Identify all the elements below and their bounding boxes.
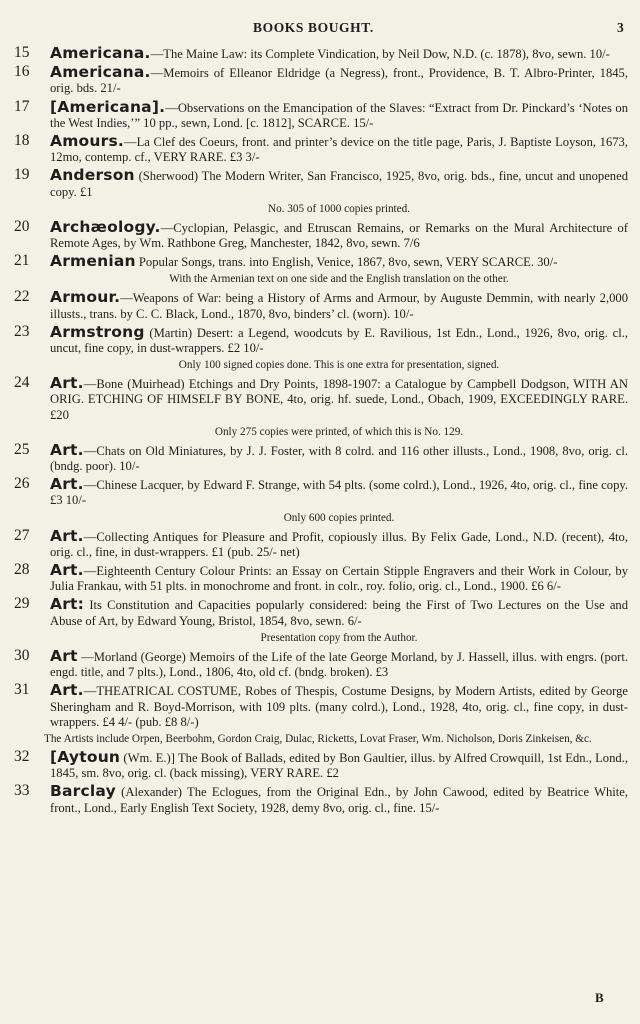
- entry-number: 15: [14, 44, 30, 61]
- entry-description: —The Maine Law: its Complete Vindication, by Neil Dow, N.D. (c. 1878), 8vo, sewn. 10/-: [150, 47, 610, 61]
- entry-heading: Art:: [50, 595, 85, 614]
- entry-description: (Wm. E.)] The Book of Ballads, edited by Bon Gaultier, illus. by Alfred Crowquill, 1st Edn., Lond., 1845, sm. 8vo, orig. cl. (back missing), VERY RARE. £2: [50, 750, 628, 781]
- entry-note: Only 100 signed copies done. This is one extra for presentation, signed.: [178, 359, 500, 372]
- entry-description: —Chats on Old Miniatures, by J. J. Foster, with 8 colrd. and 116 other illusts., Lond., 1908, 8vo, orig. cl. (bndg. poor). 10/-: [50, 443, 628, 474]
- entry-number: 26: [14, 475, 30, 493]
- entry-number: 23: [14, 322, 30, 340]
- entry-heading: Art.: [50, 475, 84, 494]
- entry-note: No. 305 of 1000 copies printed.: [268, 202, 410, 215]
- entry-description: —Observations on the Emancipation of the Slaves: “Extract from Dr. Pinckard’s ‘Notes on the West Indies,’” 10 pp., sewn, Lond. [c. 1812], SCARCE. 15/-: [50, 100, 628, 130]
- entry-number: 28: [14, 561, 30, 579]
- entry-description: —Weapons of War: being a History of Arms and Armour, by Auguste Demmin, with nearly 2,000 illusts., trans. by C. C. Black, Lond., 1870, 8vo, binders’ cl. (worn). 10/-: [50, 291, 628, 321]
- entry-description: —Chinese Lacquer, by Edward F. Strange, with 54 plts. (some colrd.), Lond., 1926, 4to, orig. cl., fine copy. £3 10/-: [50, 478, 628, 508]
- entry-heading: [Aytoun: [50, 747, 121, 766]
- entry-description: —Eighteenth Century Colour Prints: an Essay on Certain Stipple Engravers and their Work in Colour, by Julia Frankau, with 51 plts. in monochrome and front. in colr., roy. folio, orig. cl., Lond., 1900. £6 6/-: [50, 564, 628, 594]
- entry-heading: Amours.: [50, 132, 124, 151]
- entry-number: 24: [14, 374, 30, 392]
- entry-description: —Collecting Antiques for Pleasure and Profit, copiously illus. By Felix Gade, Lond., N.D. (recent), 4to, orig. cl., fine, in dust-wrappers. £1 (pub. 25/- net): [50, 529, 628, 559]
- catalogue-entries: [14, 46, 628, 819]
- entry-description: —Morland (George) Memoirs of the Life of the late George Morland, by J. Hassell, illus. with engrs. (port. engd. title, and 7 plts.), Lond., 1806, 4to, old cf. (bndg. broken). £3: [50, 649, 628, 680]
- catalogue-entry: [14, 747, 628, 781]
- catalogue-entry: [14, 784, 628, 815]
- entry-number: 21: [14, 252, 30, 270]
- catalogue-entry: [14, 168, 628, 199]
- entry-heading: Armstrong: [50, 322, 145, 341]
- entry-description: (Alexander) The Eclogues, from the Original Edn., by John Cawood, edited by Beatrice White, front., Lond., Early English Text Society, 1928, demy 8vo, orig. cl., fine. 15/-: [50, 785, 628, 815]
- entry-heading: Armour.: [50, 288, 121, 307]
- entry-description: (Martin) Desert: a Legend, woodcuts by E. Ravilious, 1st Edn., Lond., 1926, 8vo, orig. cl., uncut, fine copy, in dust-wrappers. £2 10/-: [50, 325, 628, 356]
- entry-description: —La Clef des Coeurs, front. and printer’s device on the title page, Paris, J. Baptiste Loyson, 1673, 12mo, contemp. cf., VERY RARE. £3 3/-: [50, 135, 628, 165]
- entry-description: —THEATRICAL COSTUME, Robes of Thespis, Costume Designs, by Modern Artists, edited by George Sheringham and R. Boyd-Morrison, with 109 plts. (many colrd.), Lond., 1928, 4to, orig. cl., fine copy, in dust-wrappers. £4 4/- (pub. £8 8/-): [50, 684, 628, 729]
- entry-heading: Armenian: [50, 252, 136, 271]
- entry-number: 17: [14, 97, 30, 115]
- entry-description: —Cyclopian, Pelasgic, and Etruscan Remains, or Remarks on the Mural Architecture of Remote Ages, by Wm. Rathbone Greg, Manchester, 1842, 8vo, sewn. 7/6: [50, 220, 628, 251]
- entry-number: 30: [14, 646, 30, 664]
- entry-heading: Americana.: [50, 63, 151, 82]
- entry-number: 25: [14, 440, 30, 458]
- entry-heading: Anderson: [50, 166, 135, 185]
- entry-heading: Art.: [50, 440, 84, 459]
- entry-heading: Art.: [50, 681, 84, 700]
- entry-heading: Barclay: [50, 782, 116, 801]
- entry-description: Popular Songs, trans. into English, Venice, 1867, 8vo, sewn, VERY SCARCE. 30/-: [135, 255, 558, 270]
- entry-number: 22: [14, 288, 30, 306]
- entry-number: 16: [14, 63, 30, 81]
- entry-description: —Bone (Muirhead) Etchings and Dry Points, 1898-1907: a Catalogue by Campbell Dodgson, WITH AN ORIG. ETCHING OF HIMSELF BY BONE, 4to, orig. hf. suede, Lond., Obach, 1909, EXCEEDINGLY RARE. £20: [50, 377, 628, 422]
- entry-heading: Archæology.: [50, 217, 161, 236]
- entry-note: Only 275 copies were printed, of which this is No. 129.: [214, 425, 464, 438]
- entry-heading: Art.: [50, 561, 84, 580]
- entry-heading: Art.: [50, 526, 84, 545]
- entry-heading: Art.: [50, 374, 84, 393]
- catalogue-entry: [14, 322, 628, 356]
- catalogue-entry: [14, 683, 628, 730]
- page-title: BOOKS BOUGHT.: [253, 20, 374, 35]
- catalogue-entry: [14, 217, 628, 251]
- entry-number: 27: [14, 526, 30, 544]
- page-number: 3: [617, 20, 625, 35]
- entry-number: 33: [14, 782, 30, 800]
- catalogue-entry: [14, 526, 628, 560]
- entry-number: 20: [14, 217, 30, 235]
- catalogue-entry: [14, 376, 628, 423]
- entry-heading: [Americana].: [50, 97, 166, 116]
- catalogue-entry: [14, 46, 628, 62]
- catalogue-entry: [14, 563, 628, 594]
- entry-number: 19: [14, 166, 30, 184]
- entry-description: (Sherwood) The Modern Writer, San Francisco, 1925, 8vo, orig. bds., fine, uncut and unopened copy. £1: [50, 169, 628, 199]
- entry-number: 29: [14, 595, 30, 613]
- entry-description: Its Constitution and Capacities popularly considered: being the First of Two Lectures on the Use and Abuse of Art, by Edward Young, Bristol, 1854, 8vo, sewn. 6/-: [50, 598, 628, 628]
- entry-number: 31: [14, 681, 30, 699]
- catalogue-entry: [14, 254, 628, 270]
- entry-note: With the Armenian text on one side and the English translation on the other.: [169, 273, 509, 286]
- catalogue-entry: [14, 646, 628, 680]
- entry-description: —Memoirs of Elleanor Eldridge (a Negress), front., Providence, B. T. Albro-Printer, 1845, orig. bds. 21/-: [50, 66, 628, 96]
- catalogue-entry: [14, 597, 628, 628]
- catalogue-entry: [14, 290, 628, 321]
- catalogue-entry: [14, 134, 628, 165]
- signature-mark: B: [595, 990, 604, 1005]
- entry-heading: Art: [50, 646, 78, 665]
- entry-note: Only 600 copies printed.: [283, 511, 395, 524]
- catalogue-entry: [14, 97, 628, 131]
- catalogue-entry: [14, 65, 628, 96]
- catalogue-entry: [14, 477, 628, 508]
- entry-note: Presentation copy from the Author.: [260, 631, 418, 644]
- entry-heading: Americana.: [50, 44, 151, 62]
- entry-number: 18: [14, 132, 30, 150]
- entry-note: The Artists include Orpen, Beerbohm, Gordon Craig, Dulac, Ricketts, Lovat Fraser, Wm. Nicholson, Doris Zinkeisen, &c.: [44, 732, 592, 745]
- running-header: [0, 20, 640, 40]
- entry-number: 32: [14, 747, 30, 765]
- catalogue-entry: [14, 440, 628, 474]
